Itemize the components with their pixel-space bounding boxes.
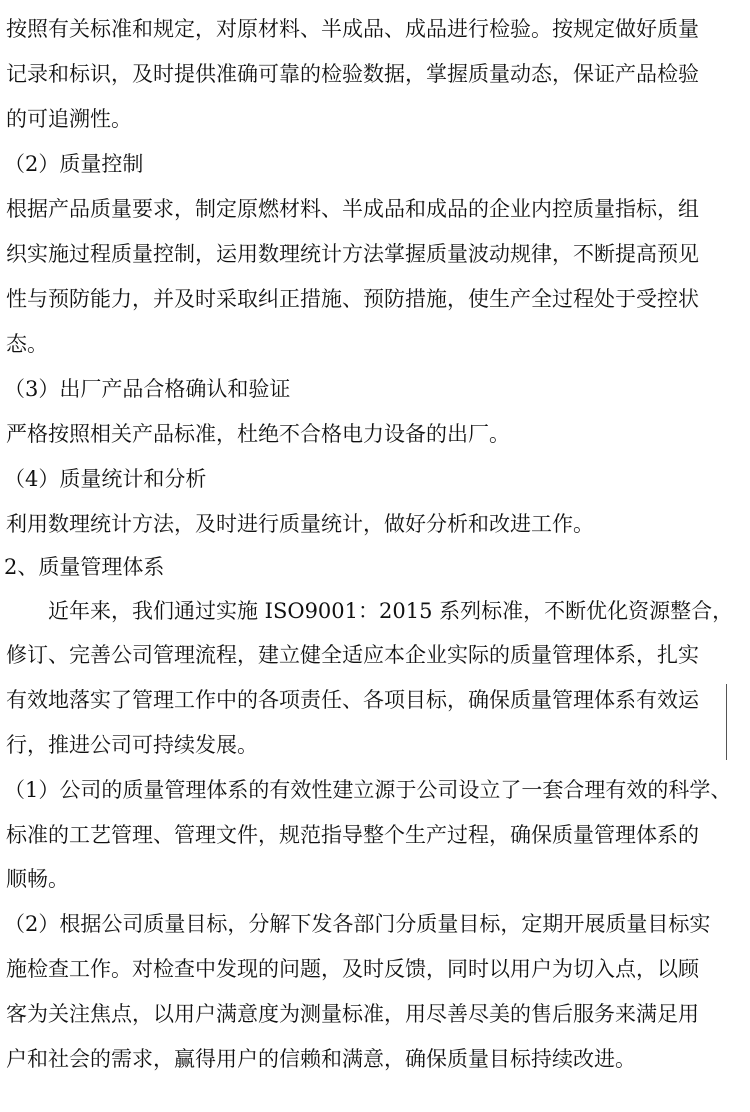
- paragraph-line: （1）公司的质量管理体系的有效性建立源于公司设立了一套合理有效的科学、: [4, 778, 732, 802]
- paragraph-line: 户和社会的需求，赢得用户的信赖和满意，确保质量目标持续改进。: [6, 1047, 636, 1071]
- section-heading: （2）质量控制: [4, 152, 144, 176]
- margin-rule: [726, 684, 727, 760]
- section-heading: （3）出厂产品合格确认和验证: [4, 377, 291, 401]
- section-heading: 2、质量管理体系: [4, 555, 165, 579]
- paragraph-line: 有效地落实了管理工作中的各项责任、各项目标，确保质量管理体系有效运: [6, 688, 699, 712]
- paragraph-line: 织实施过程质量控制，运用数理统计方法掌握质量波动规律，不断提高预见: [6, 242, 699, 266]
- paragraph-line: （2）根据公司质量目标，分解下发各部门分质量目标，定期开展质量目标实: [4, 912, 711, 936]
- paragraph-line: 记录和标识，及时提供准确可靠的检验数据，掌握质量动态，保证产品检验: [6, 62, 699, 86]
- paragraph-line: 行，推进公司可持续发展。: [6, 733, 258, 757]
- paragraph-line: 性与预防能力，并及时采取纠正措施、预防措施，使生产全过程处于受控状: [6, 287, 699, 311]
- paragraph-line: 的可追溯性。: [6, 107, 132, 131]
- paragraph-line: 施检查工作。对检查中发现的问题，及时反馈，同时以用户为切入点，以顾: [6, 957, 699, 981]
- paragraph-line: 顺畅。: [6, 867, 69, 891]
- paragraph-line: 标准的工艺管理、管理文件，规范指导整个生产过程，确保质量管理体系的: [6, 823, 699, 847]
- paragraph-line: 态。: [6, 332, 48, 356]
- paragraph-line: 修订、完善公司管理流程，建立健全适应本企业实际的质量管理体系，扎实: [6, 643, 699, 667]
- paragraph-line: 严格按照相关产品标准，杜绝不合格电力设备的出厂。: [6, 422, 510, 446]
- section-heading: （4）质量统计和分析: [4, 467, 207, 491]
- paragraph-line: 根据产品质量要求，制定原燃材料、半成品和成品的企业内控质量指标，组: [6, 197, 699, 221]
- paragraph-line: 利用数理统计方法，及时进行质量统计，做好分析和改进工作。: [6, 512, 594, 536]
- paragraph-line: 近年来，我们通过实施 ISO9001：2015 系列标准，不断优化资源整合，: [48, 599, 734, 623]
- paragraph-line: 按照有关标准和规定，对原材料、半成品、成品进行检验。按规定做好质量: [6, 17, 699, 41]
- paragraph-line: 客为关注焦点，以用户满意度为测量标准，用尽善尽美的售后服务来满足用: [6, 1002, 699, 1026]
